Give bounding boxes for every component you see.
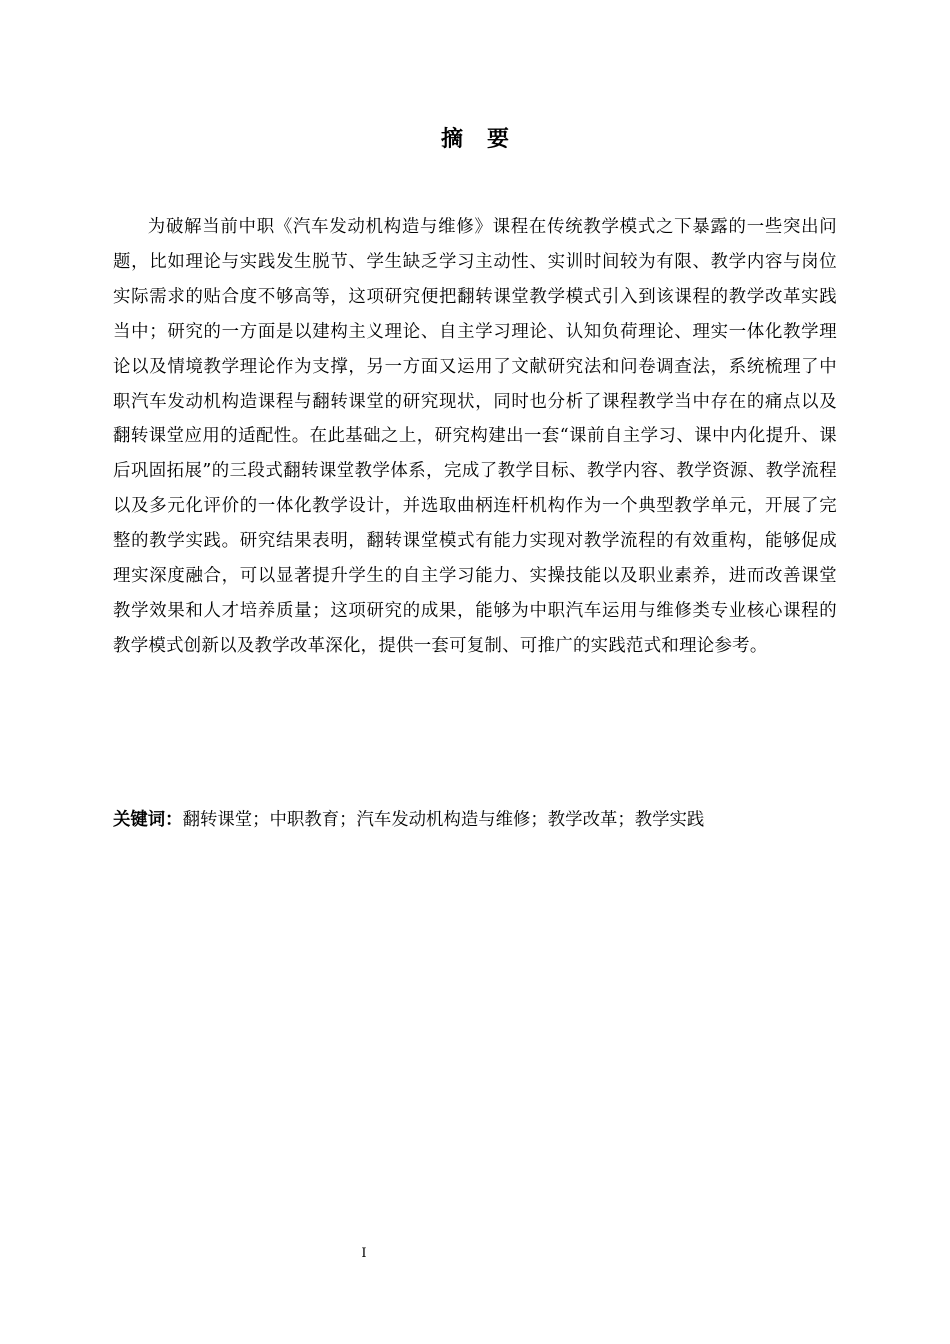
- keywords-line: [113, 803, 837, 837]
- abstract-paragraph: 为破解当前中职《汽车发动机构造与维修》课程在传统教学模式之下暴露的一些突出问题，比如理论与实践发生脱节、学生缺乏学习主动性、实训时间较为有限、教学内容与岗位实际需求的贴合度不够高等，这项研究便把翻转课堂教学模式引入到该课程的教学改革实践当中；研究的一方面是以建构主义理论、自主学习理论、认知负荷理论、理实一体化教学理论以及情境教学理论作为支撑，另一方面又运用了文献研究法和问卷调查法，系统梳理了中职汽车发动机构造课程与翻转课堂的研究现状，同时也分析了课程教学当中存在的痛点以及翻转课堂应用的适配性。在此基础之上，研究构建出一套“课前自主学习、课中内化提升、课后巩固拓展”的三段式翻转课堂教学体系，完成了教学目标、教学内容、教学资源、教学流程以及多元化评价的一体化教学设计，并选取曲柄连杆机构作为一个典型教学单元，开展了完整的教学实践。研究结果表明，翻转课堂模式有能力实现对教学流程的有效重构，能够促成理实深度融合，可以显著提升学生的自主学习能力、实操技能以及职业素养，进而改善课堂教学效果和人才培养质量；这项研究的成果，能够为中职汽车运用与维修类专业核心课程的教学模式创新以及教学改革深化，提供一套可复制、可推广的实践范式和理论参考。: [113, 217, 837, 656]
- page-number: I: [361, 1246, 367, 1261]
- page-title: 摘要: [440, 127, 533, 152]
- keywords-text: 翻转课堂；中职教育；汽车发动机构造与维修；教学改革；教学实践: [182, 810, 705, 830]
- keywords-label: 关键词：: [113, 810, 183, 830]
